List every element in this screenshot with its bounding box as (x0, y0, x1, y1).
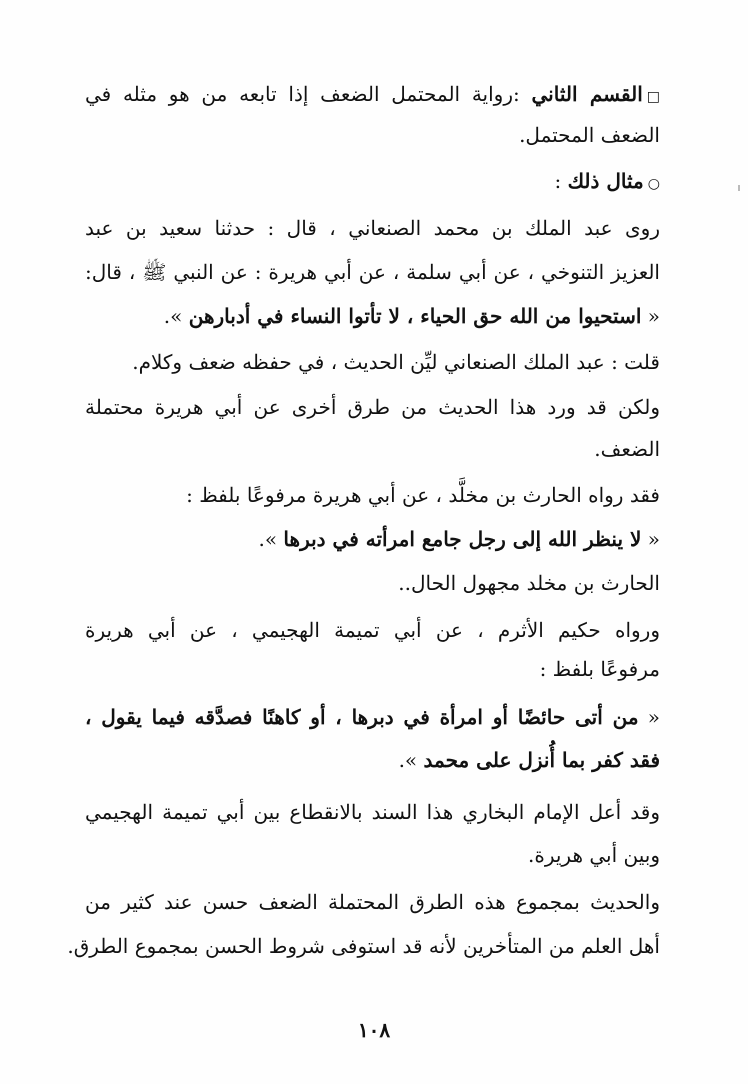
conclusion-line1: والحديث بمجموع هذه الطرق المحتملة الضعف حسن عند كثير من (85, 890, 660, 914)
hadith3-line2 (85, 745, 660, 775)
hadith3-text-line2: فقد كفر بما أُنزل على محمد (423, 748, 660, 772)
example-heading: مثال ذلك (567, 169, 644, 193)
comment4-line2: وبين أبي هريرة. (527, 843, 660, 867)
scan-speck (738, 185, 740, 191)
section-description-line1: رواية المحتمل الضعف إذا تابعه من هو مثله في (85, 82, 513, 106)
conclusion-line2: أهل العلم من المتأخرين لأنه قد استوفى شروط الحسن بمجموع الطرق. (67, 934, 660, 958)
hadith3-text-line1: من أتى حائضًا أو امرأة في دبرها ، أو كاهنًا فصدَّقه فيما يقول ، (85, 705, 639, 729)
route2-line1: ورواه حكيم الأثرم ، عن أبي تميمة الهجيمي ، عن أبي هريرة (85, 618, 660, 642)
section-separator: : (513, 82, 532, 106)
hadith2-open-quote: « (641, 527, 660, 551)
hadith2-close-quote: ». (258, 527, 284, 551)
section-description-line2: الضعف المحتمل. (519, 123, 660, 147)
example-separator: : (554, 169, 568, 193)
hadith1-close-quote: ». (163, 304, 189, 328)
isnad-line2: العزيز التنوخي ، عن أبي سلمة ، عن أبي هريرة : عن النبي ﷺ ، قال: (85, 260, 660, 284)
route1: فقد رواه الحارث بن مخلَّد ، عن أبي هريرة مرفوعًا بلفظ : (186, 483, 660, 507)
comment2-line2: الضعف. (594, 437, 660, 461)
route2-line2: مرفوعًا بلفظ : (539, 657, 660, 681)
comment3: الحارث بن مخلد مجهول الحال.. (398, 571, 660, 595)
section-heading: القسم الثاني (531, 82, 643, 106)
page-number: ١٠٨ (357, 1018, 391, 1042)
comment1: قلت : عبد الملك الصنعاني ليِّن الحديث ، في حفظه ضعف وكلام. (132, 350, 660, 374)
isnad-line1: روى عبد الملك بن محمد الصنعاني ، قال : حدثنا سعيد بن عبد (85, 216, 660, 240)
section-heading-line (85, 79, 660, 112)
hadith1-line (85, 301, 660, 331)
comment4-line1: وقد أعل الإمام البخاري هذا السند بالانقطاع بين أبي تميمة الهجيمي (85, 800, 660, 824)
hadith3-close-quote: ». (398, 748, 424, 772)
hadith2-text: لا ينظر الله إلى رجل جامع امرأته في دبرها (283, 527, 642, 551)
hadith3-line1 (85, 702, 660, 732)
square-bullet-icon: □ (646, 89, 660, 105)
example-heading-line (85, 166, 660, 199)
hadith3-open-quote: « (638, 705, 661, 729)
hadith2-line (85, 524, 660, 554)
hadith1-open-quote: « (641, 304, 660, 328)
circle-bullet-icon: ○ (647, 176, 660, 192)
hadith1-text: استحيوا من الله حق الحياء ، لا تأتوا النساء في أدبارهن (188, 304, 642, 328)
comment2-line1: ولكن قد ورد هذا الحديث من طرق أخرى عن أبي هريرة محتملة (85, 395, 660, 419)
